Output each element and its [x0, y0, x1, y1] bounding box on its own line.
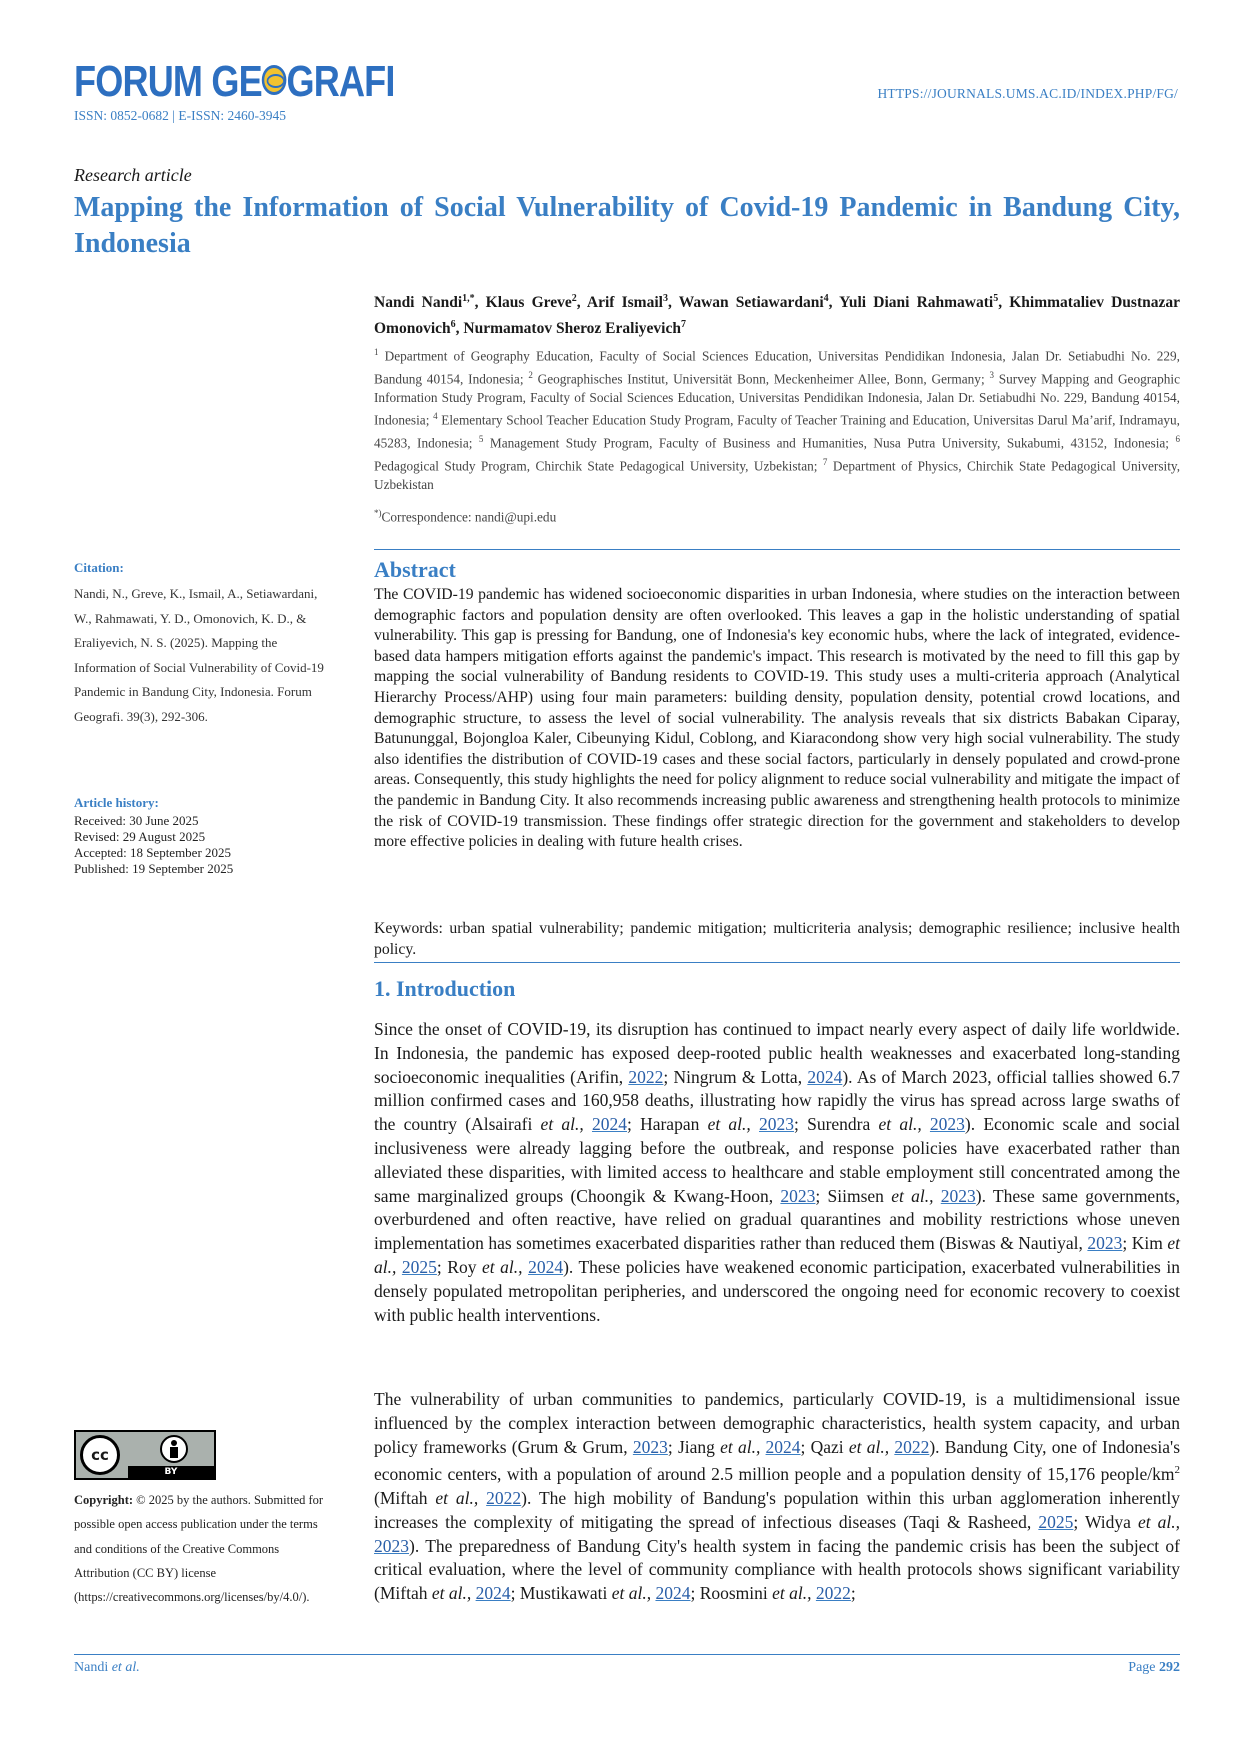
- paragraph-text: ). As of March 2023, official tallies showed 6.7 million confirmed cases and 160,958 deaths, illustrating how rapidly the virus has spread across large swaths of the country (Alsairafi: [374, 1066, 1180, 1135]
- history-accepted: Accepted: 18 September 2025: [74, 845, 232, 860]
- history-published: Published: 19 September 2025: [74, 861, 234, 876]
- affil-num: 3: [989, 369, 994, 380]
- citation-year-link[interactable]: 2025: [401, 1256, 437, 1277]
- author-affil-mark: 2: [571, 293, 577, 304]
- copyright-text: © 2025 by the authors. Submitted for possible open access publication under the terms and conditions of the Creative Commons Attribution (CC BY) license (https://creativecommons.org/licenses/by/4.0/).: [74, 1493, 324, 1605]
- affiliation: Pedagogical Study Program, Chirchik State Pedagogical University, Uzbekistan;: [374, 458, 818, 474]
- keywords-bottom-rule: [374, 962, 1180, 963]
- paragraph-text: ; Roy: [436, 1256, 482, 1277]
- author-name: Nurmamatov Sheroz Eraliyevich: [463, 320, 681, 338]
- author-affil-mark: 4: [823, 293, 829, 304]
- affiliation: Department of Physics, Chirchik State Pedagogical University, Uzbekistan: [374, 458, 1181, 493]
- paragraph-text: ). Economic scale and social inclusiveness were already lagging before the outbreak, and response policies have exacerbated rather than alleviated these disparities, with limited access to healthcare and stable employment still concentrated among the same marginalized groups (Choongik & Kwang-Hoon,: [374, 1114, 1181, 1206]
- globe-icon: [262, 65, 287, 95]
- footer-etal: et al.: [111, 1660, 140, 1675]
- affil-num: 2: [528, 369, 533, 380]
- article-history: [74, 813, 233, 877]
- author-affil-mark: 6: [450, 319, 456, 331]
- citation-year-link[interactable]: 2024: [528, 1256, 564, 1277]
- affil-num: 6: [1175, 434, 1180, 445]
- footer-page: [1128, 1660, 1180, 1676]
- et-al: et al.,: [1137, 1511, 1180, 1532]
- correspondence: [374, 508, 556, 525]
- citation-year-link[interactable]: 2023: [1087, 1233, 1123, 1254]
- citation-heading: Citation:: [74, 560, 124, 575]
- journal-url-link[interactable]: HTTPS://JOURNALS.UMS.AC.ID/INDEX.PHP/FG/: [877, 86, 1178, 101]
- attribution-person-icon: [160, 1435, 188, 1463]
- citation-year-link[interactable]: 2023: [929, 1114, 965, 1135]
- paragraph-text: ). The high mobility of Bandung's population within this urban agglomeration inherently increases the complexity of mitigating the spread of infectious diseases (Taqi & Rasheed,: [374, 1488, 1180, 1532]
- paragraph-text: [751, 1114, 759, 1134]
- citation-year-link[interactable]: 2023: [940, 1185, 976, 1206]
- footer-author-name: Nandi: [74, 1660, 109, 1675]
- introduction-heading: 1. Introduction: [374, 976, 516, 1001]
- citation-year-link[interactable]: 2025: [1038, 1511, 1074, 1532]
- affil-num: 7: [822, 456, 828, 467]
- abstract-top-rule: [374, 549, 1180, 550]
- copyright-notice: [74, 1488, 324, 1609]
- citation-year-link[interactable]: 2023: [780, 1185, 816, 1206]
- et-al: et al.,: [540, 1114, 584, 1135]
- author-name: Khimmataliev Dustnazar Omonovich: [374, 294, 1180, 338]
- author-name: Yuli Diani Rahmawati: [839, 294, 994, 312]
- citation-text: Nandi, N., Greve, K., Ismail, A., Setiawardani, W., Rahmawati, Y. D., Omonovich, K. D., & Eraliyevich, N. S. (2025). Mapping the Information of Social Vulnerability of Covid-19 Pandemic in Bandung City, Indonesia. Forum Geografi. 39(3), 292-306.: [74, 586, 324, 724]
- citation-year-link[interactable]: 2023: [374, 1535, 409, 1556]
- affiliation-list: [374, 343, 1180, 495]
- et-al: et al.,: [482, 1256, 523, 1277]
- paragraph-text: ; Roosmini: [690, 1583, 773, 1604]
- paragraph-text: ; Surendra: [794, 1114, 879, 1135]
- paragraph-text: ). These policies have weakened economic participation, exacerbated vulnerabilities in densely populated metropolitan peripheries, and underscored the ongoing need for economic recovery to coexist with public health interventions.: [374, 1256, 1180, 1325]
- paragraph-text: Since the onset of COVID-19, its disruption has continued to impact nearly every aspect of daily life worldwide. In Indonesia, the pandemic has exposed deep-rooted public health weaknesses and exacerbated long-standing socioeconomic inequalities (Arifin,: [374, 1019, 1180, 1087]
- author-name: Nandi Nandi: [374, 294, 463, 312]
- article-type: Research article: [74, 165, 192, 185]
- author-name: Arif Ismail: [586, 294, 663, 312]
- paragraph-text: ; Ningrum & Lotta,: [663, 1066, 808, 1087]
- affiliation: Department of Geography Education, Faculty of Social Sciences Education, Universitas Pendidikan Indonesia, Jalan Dr. Setiabudhi No. 229, Bandung 40154, Indonesia;: [374, 348, 1180, 387]
- et-al: et al.,: [707, 1114, 751, 1135]
- keywords: Keywords: urban spatial vulnerability; pandemic mitigation; multicriteria analysis; demographic resilience; inclusive health policy.: [374, 920, 1180, 958]
- logo-wordmark: FORUM GE GRAFI: [74, 57, 395, 106]
- paragraph-text: ; Widya: [1073, 1511, 1138, 1532]
- citation-year-link[interactable]: 2022: [894, 1436, 930, 1457]
- introduction-paragraph-2: [374, 1388, 1180, 1606]
- introduction-paragraph-1: [374, 1018, 1180, 1327]
- by-label: BY: [128, 1466, 214, 1478]
- et-al: et al.,: [435, 1488, 479, 1509]
- affiliation: Elementary School Teacher Education Study Program, Faculty of Teacher Training and Education, Universitas Darul Ma’arif, Indramayu, 45283, Indonesia;: [374, 412, 1180, 451]
- paragraph-text: The vulnerability of urban communities to pandemics, particularly COVID-19, is a multidimensional issue influenced by the complex interaction between demographic characteristics, health system capacity, and urban policy frameworks (Grum & Grum,: [374, 1389, 1180, 1457]
- citation-year-link[interactable]: 2024: [807, 1066, 843, 1087]
- history-revised: Revised: 29 August 2025: [74, 829, 206, 844]
- author-name: Wawan Setiawardani: [678, 294, 824, 312]
- paragraph-text: [584, 1114, 592, 1134]
- abstract-body: The COVID-19 pandemic has widened socioeconomic disparities in urban Indonesia, where studies on the interaction between demographic factors and population density are often overlooked. This leaves a gap in the holistic understanding of spatial vulnerability. This gap is pressing for Bandung, one of Indonesia's key economic hubs, where the lack of integrated, evidence-based data hampers mitigation efforts against the pandemic's impact. This research is motivated by the need to fill this gap by mapping the social vulnerability of Bandung residents to COVID-19. This study uses a multi-criteria approach (Analytical Hierarchy Process/AHP) using four main parameters: building density, population density, potential crowd locations, and demographic structure, to assess the level of social vulnerability. The analysis reveals that six districts Babakan Ciparay, Batununggal, Bojongloa Kaler, Cibeunying Kidul, Coblong, and Kiaracondong show very high social vulnerability. The study also identifies the distribution of COVID-19 cases and these social factors, particularly in densely populated and crowd-prone areas. Consequently, this study highlights the need for policy alignment to reduce social vulnerability and mitigate the impact of the pandemic in Bandung City. It also recommends increasing public awareness and strengthening health protocols to minimize the risk of COVID-19 transmission. These findings offer strategic direction for the government and stakeholders to develop more effective policies in dealing with future health crises.: [374, 586, 1180, 851]
- paragraph-text: ; Harapan: [626, 1114, 708, 1135]
- article-history-heading: Article history:: [74, 795, 159, 810]
- paragraph-text: ; Mustikawati: [510, 1583, 612, 1604]
- author-affil-mark: 5: [993, 293, 999, 304]
- et-al: et al.,: [878, 1114, 922, 1135]
- paragraph-text: [933, 1186, 940, 1206]
- page-number: 292: [1159, 1660, 1180, 1675]
- affil-num: 1: [374, 347, 379, 357]
- citation-year-link[interactable]: 2024: [591, 1114, 627, 1135]
- et-al: et al.,: [772, 1583, 812, 1604]
- paragraph-text: ; Qazi: [800, 1436, 849, 1457]
- cc-by-license-badge[interactable]: [74, 1430, 216, 1480]
- superscript: 2: [1174, 1464, 1180, 1477]
- et-al: et al.,: [611, 1583, 652, 1604]
- footer-rule: [74, 1654, 1180, 1655]
- affil-num: 4: [433, 411, 438, 422]
- paragraph-text: [478, 1488, 486, 1508]
- correspondence-text: Correspondence: nandi@upi.edu: [381, 509, 557, 525]
- affiliation: Survey Mapping and Geographic Information Study Program, Faculty of Social Sciences Education, Universitas Pendidikan Indonesia, Jalan Dr. Setiabudhi No. 229, Bandung 40154, Indonesia;: [374, 371, 1180, 428]
- abstract-heading: Abstract: [374, 557, 456, 582]
- author-affil-mark: 7: [680, 319, 686, 331]
- author-affil-mark: 1,*: [462, 293, 475, 304]
- paragraph-text: (Miftah: [374, 1488, 436, 1509]
- paragraph-text: ;: [850, 1583, 856, 1604]
- citation-year-link[interactable]: 2024: [655, 1583, 691, 1604]
- footer-author: [74, 1660, 140, 1676]
- et-al: et al.,: [720, 1436, 761, 1457]
- author-list: Nandi Nandi$^{1,*}$, Klaus Greve$^2$, Arif Ismail$^3$, Wawan Setiawardani$^4$, Yuli Diani Rahmawati$^5$, Khimmataliev Dustnazar Omonovich$^6$, Nurmamatov Sheroz Eraliyevich$^7$: [374, 293, 1180, 338]
- citation-year-link[interactable]: 2023: [759, 1114, 794, 1135]
- issn-line: ISSN: 0852-0682 | E-ISSN: 2460-3945: [74, 108, 286, 123]
- copyright-label: Copyright:: [74, 1493, 134, 1507]
- paragraph-text: ; Kim: [1122, 1233, 1168, 1254]
- correspondence-mark: *): [374, 508, 382, 518]
- affiliation: Management Study Program, Faculty of Business and Humanities, Nusa Putra University, Sukabumi, 43152, Indonesia;: [489, 435, 1169, 451]
- author-affil-mark: 3: [662, 293, 668, 304]
- citation-year-link[interactable]: 2022: [815, 1583, 851, 1604]
- history-received: Received: 30 June 2025: [74, 813, 199, 828]
- et-al: et al.,: [848, 1436, 890, 1457]
- journal-logo: [74, 57, 395, 106]
- citation-year-link[interactable]: 2022: [486, 1488, 522, 1509]
- affil-num: 5: [478, 434, 484, 445]
- et-al: et al.,: [374, 1233, 1180, 1277]
- author-name: Klaus Greve: [485, 294, 572, 312]
- paragraph-text: ; Siimsen: [815, 1185, 892, 1206]
- article-title: Mapping the Information of Social Vulnerability of Covid-19 Pandemic in Bandung City, Indonesia: [74, 192, 1180, 259]
- et-al: et al.,: [431, 1583, 472, 1604]
- paragraph-text: ). These same governments, overburdened and often reactive, have relied on gradual quarantines and mobility restrictions whose uneven implementation has sometimes exacerbated disparities rather than reduced them (Biswas & Nautiyal,: [374, 1185, 1180, 1254]
- paragraph-text: ). The preparedness of Bandung City's health system in facing the pandemic crisis has been the subject of critical evaluation, where the level of community compliance with health protocols shows significant variability (Miftah: [374, 1535, 1180, 1604]
- affiliation: Geographisches Institut, Universität Bonn, Meckenheimer Allee, Bonn, Germany;: [537, 371, 985, 387]
- et-al: et al.,: [891, 1185, 934, 1206]
- citation-year-link[interactable]: 2024: [765, 1436, 801, 1457]
- page-label: Page: [1128, 1660, 1156, 1675]
- citation-year-link[interactable]: 2022: [628, 1066, 664, 1087]
- citation-year-link[interactable]: 2024: [475, 1583, 511, 1604]
- paragraph-text: ). Bandung City, one of Indonesia's economic centers, with a population of around 2.5 million people and a population density of 15,176 people/km: [374, 1436, 1181, 1485]
- cc-icon: cc: [80, 1435, 120, 1475]
- citation-year-link[interactable]: 2023: [632, 1436, 668, 1457]
- paragraph-text: ; Jiang: [667, 1436, 721, 1457]
- paragraph-text: [922, 1114, 930, 1134]
